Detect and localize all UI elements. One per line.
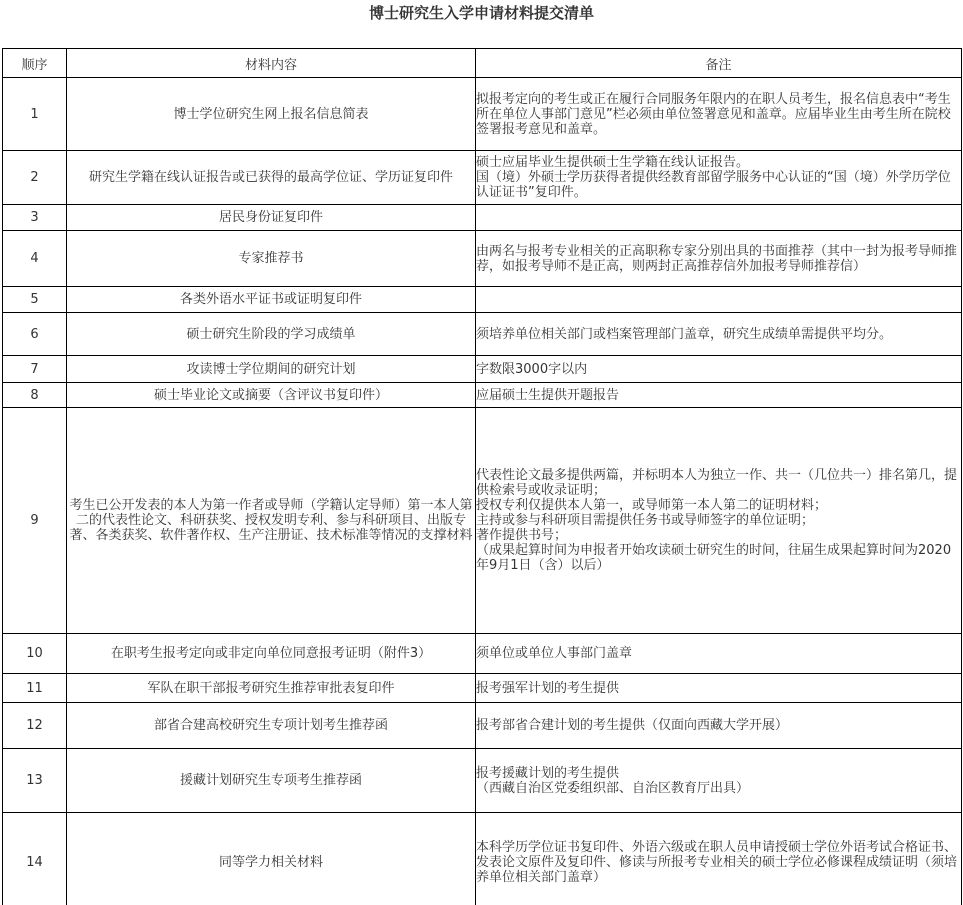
row-material: 军队在职干部报考研究生推荐审批表复印件 (67, 674, 476, 703)
header-seq: 顺序 (3, 49, 67, 78)
note-line: 报考援藏计划的考生提供 (476, 765, 620, 781)
row-note (476, 674, 962, 703)
table-row (3, 287, 962, 313)
header-note: 备注 (476, 49, 962, 78)
note-line: 报考部省合建计划的考生提供（仅面向西藏大学开展） (476, 718, 789, 733)
row-material: 博士学位研究生网上报名信息简表 (67, 78, 476, 151)
note-line: 须培养单位相关部门或档案管理部门盖章，研究生成绩单需提供平均分。 (476, 326, 893, 342)
row-material: 在职考生报考定向或非定向单位同意报考证明（附件3） (67, 634, 476, 674)
row-note (476, 749, 962, 813)
note-line: 主持或参与科研项目需提供任务书或导师签字的单位证明； (476, 513, 815, 528)
row-seq: 8 (3, 383, 67, 408)
row-seq: 5 (3, 287, 67, 313)
note-line: 代表性论文最多提供两篇，并标明本人为独立一作、共一（几位共一）排名第几，提供检索号或收录证明； (476, 468, 958, 498)
row-note (476, 78, 962, 151)
row-seq: 2 (3, 151, 67, 205)
row-material: 考生已公开发表的本人为第一作者或导师（学籍认定导师）第一本人第二的代表性论文、科研获奖、授权发明专利、参与科研项目、出版专著、各类获奖、软件著作权、生产注册证、技术标准等情况的支撑材料 (67, 408, 476, 634)
row-material: 援藏计划研究生专项考生推荐函 (67, 749, 476, 813)
row-seq: 1 (3, 78, 67, 151)
row-seq: 7 (3, 356, 67, 383)
table-row (3, 205, 962, 231)
row-note (476, 383, 962, 408)
row-seq: 4 (3, 231, 67, 287)
note-line: 著作提供书号； (476, 528, 568, 543)
row-seq: 13 (3, 749, 67, 813)
note-line: 授权专利仅提供本人第一，或导师第一本人第二的证明材料； (476, 498, 828, 513)
page-title: 博士研究生入学申请材料提交清单 (368, 4, 594, 22)
table-row (3, 151, 962, 205)
row-seq: 12 (3, 703, 67, 749)
materials-checklist-table (2, 48, 962, 905)
note-line: （成果起算时间为申报者开始攻读硕士研究生的时间，往届生成果起算时间为2020年9月1日（含）以后） (476, 543, 952, 573)
row-material: 部省合建高校研究生专项计划考生推荐函 (67, 703, 476, 749)
table-row (3, 231, 962, 287)
note-line: 字数限3000字以内 (476, 361, 588, 377)
row-seq: 14 (3, 813, 67, 905)
table-row (3, 78, 962, 151)
row-material: 硕士研究生阶段的学习成绩单 (67, 313, 476, 356)
table-row (3, 313, 962, 356)
note-line: 报考强军计划的考生提供 (476, 680, 620, 696)
note-line: （西藏自治区党委组织部、自治区教育厅出具） (476, 780, 750, 796)
row-note (476, 151, 962, 205)
table-row (3, 674, 962, 703)
row-note (476, 634, 962, 674)
table-header-row (3, 49, 962, 78)
note-line: 拟报考定向的考生或正在履行合同服务年限内的在职人员考生，报名信息表中“考生所在单位人事部门意见”栏必须由单位签署意见和盖章。应届毕业生由考生所在院校签署报考意见和盖章。 (476, 91, 951, 137)
table-row (3, 813, 962, 905)
note-line: 由两名与报考专业相关的正高职称专家分别出具的书面推荐（其中一封为报考导师推荐，如报考导师不是正高，则两封正高推荐信外加报考导师推荐信） (476, 243, 958, 274)
row-note (476, 408, 962, 634)
row-material: 研究生学籍在线认证报告或已获得的最高学位证、学历证复印件 (67, 151, 476, 205)
note-line: 须单位或单位人事部门盖章 (476, 646, 633, 661)
row-note (476, 313, 962, 356)
row-seq: 3 (3, 205, 67, 231)
table-row (3, 703, 962, 749)
row-material: 专家推荐书 (67, 231, 476, 287)
table-row (3, 634, 962, 674)
header-material: 材料内容 (67, 49, 476, 78)
note-line: 应届硕士生提供开题报告 (476, 387, 620, 403)
row-note (476, 287, 962, 313)
row-material: 攻读博士学位期间的研究计划 (67, 356, 476, 383)
row-seq: 10 (3, 634, 67, 674)
table-row (3, 408, 962, 634)
row-seq: 9 (3, 408, 67, 634)
row-note (476, 205, 962, 231)
note-line: 国（境）外硕士学历获得者提供经教育部留学服务中心认证的“国（境）外学历学位认证证书”复印件。 (476, 170, 951, 200)
row-material: 居民身份证复印件 (67, 205, 476, 231)
row-note (476, 231, 962, 287)
table-row (3, 749, 962, 813)
row-note (476, 703, 962, 749)
row-seq: 11 (3, 674, 67, 703)
row-material: 同等学力相关材料 (67, 813, 476, 905)
table-row (3, 356, 962, 383)
row-note (476, 356, 962, 383)
note-line: 本科学历学位证书复印件、外语六级或在职人员申请授硕士学位外语考试合格证书、发表论文原件及复印件、修读与所报考专业相关的硕士学位必修课程成绩证明（须培养单位相关部门盖章） (476, 840, 958, 885)
row-material: 硕士毕业论文或摘要（含评议书复印件） (67, 383, 476, 408)
row-note (476, 813, 962, 905)
table-row (3, 383, 962, 408)
note-line: 硕士应届毕业生提供硕士生学籍在线认证报告。 (476, 155, 750, 170)
row-seq: 6 (3, 313, 67, 356)
row-material: 各类外语水平证书或证明复印件 (67, 287, 476, 313)
